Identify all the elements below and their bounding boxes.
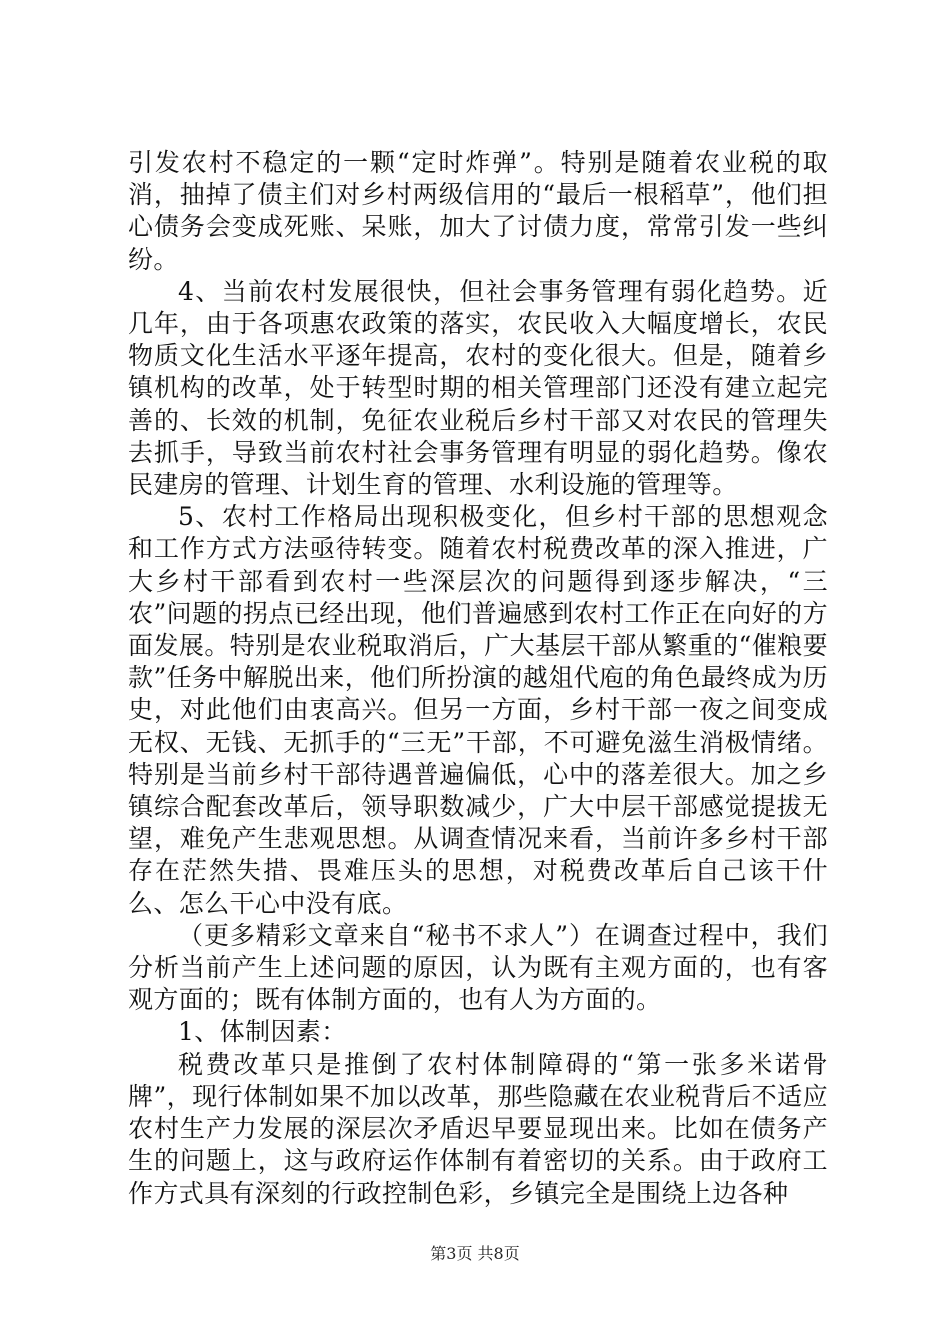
- paragraph-heading-system-factors: 1、体制因素：: [178, 1017, 347, 1047]
- paragraph-cause-analysis: （更多精彩文章来自“秘书不求人”）在调查过程中，我们分析当前产生上述问题的原因，认为既有主观方面的，也有客观方面的；既有体制方面的，也有人为方面的。: [128, 920, 828, 1015]
- page-number-footer: 第3页 共8页: [430, 1244, 520, 1263]
- paragraph-item-5: 5、农村工作格局出现积极变化，但乡村干部的思想观念和工作方式方法亟待转变。随着农村税费改革的深入推进，广大乡村干部看到农村一些深层次的问题得到逐步解决，“三农”问题的拐点已经出现，他们普遍感到农村工作正在向好的方面发展。特别是农业税取消后，广大基层干部从繁重的“催粮要款”任务中解脱出来，他们所扮演的越俎代庖的角色最终成为历史，对此他们由衷高兴。但另一方面，乡村干部一夜之间变成无权、无钱、无抓手的“三无”干部，不可避免滋生消极情绪。特别是当前乡村干部待遇普遍偏低，心中的落差很大。加之乡镇综合配套改革后，领导职数减少，广大中层干部感觉提拔无望，难免产生悲观思想。从调查情况来看，当前许多乡村干部存在茫然失措、畏难压头的思想，对税费改革后自己该干什么、怎么干心中没有底。: [128, 502, 828, 918]
- document-body: [128, 147, 828, 1210]
- paragraph-debt-risk: 引发农村不稳定的一颗“定时炸弹”。特别是随着农业税的取消，抽掉了债主们对乡村两级信用的“最后一根稻草”，他们担心债务会变成死账、呆账，加大了讨债力度，常常引发一些纠纷。: [128, 148, 828, 274]
- paragraph-item-4: 4、当前农村发展很快，但社会事务管理有弱化趋势。近几年，由于各项惠农政策的落实，农民收入大幅度增长，农民物质文化生活水平逐年提高，农村的变化很大。但是，随着乡镇机构的改革，处于转型时期的相关管理部门还没有建立起完善的、长效的机制，免征农业税后乡村干部又对农民的管理失去抓手，导致当前农村社会事务管理有明显的弱化趋势。像农民建房的管理、计划生育的管理、水利设施的管理等。: [128, 276, 828, 500]
- paragraph-system-factors: 税费改革只是推倒了农村体制障碍的“第一张多米诺骨牌”，现行体制如果不加以改革，那些隐藏在农业税背后不适应农村生产力发展的深层次矛盾迟早要显现出来。比如在债务产生的问题上，这与政府运作体制有着密切的关系。由于政府工作方式具有深刻的行政控制色彩，乡镇完全是围绕上边各种: [128, 1049, 828, 1208]
